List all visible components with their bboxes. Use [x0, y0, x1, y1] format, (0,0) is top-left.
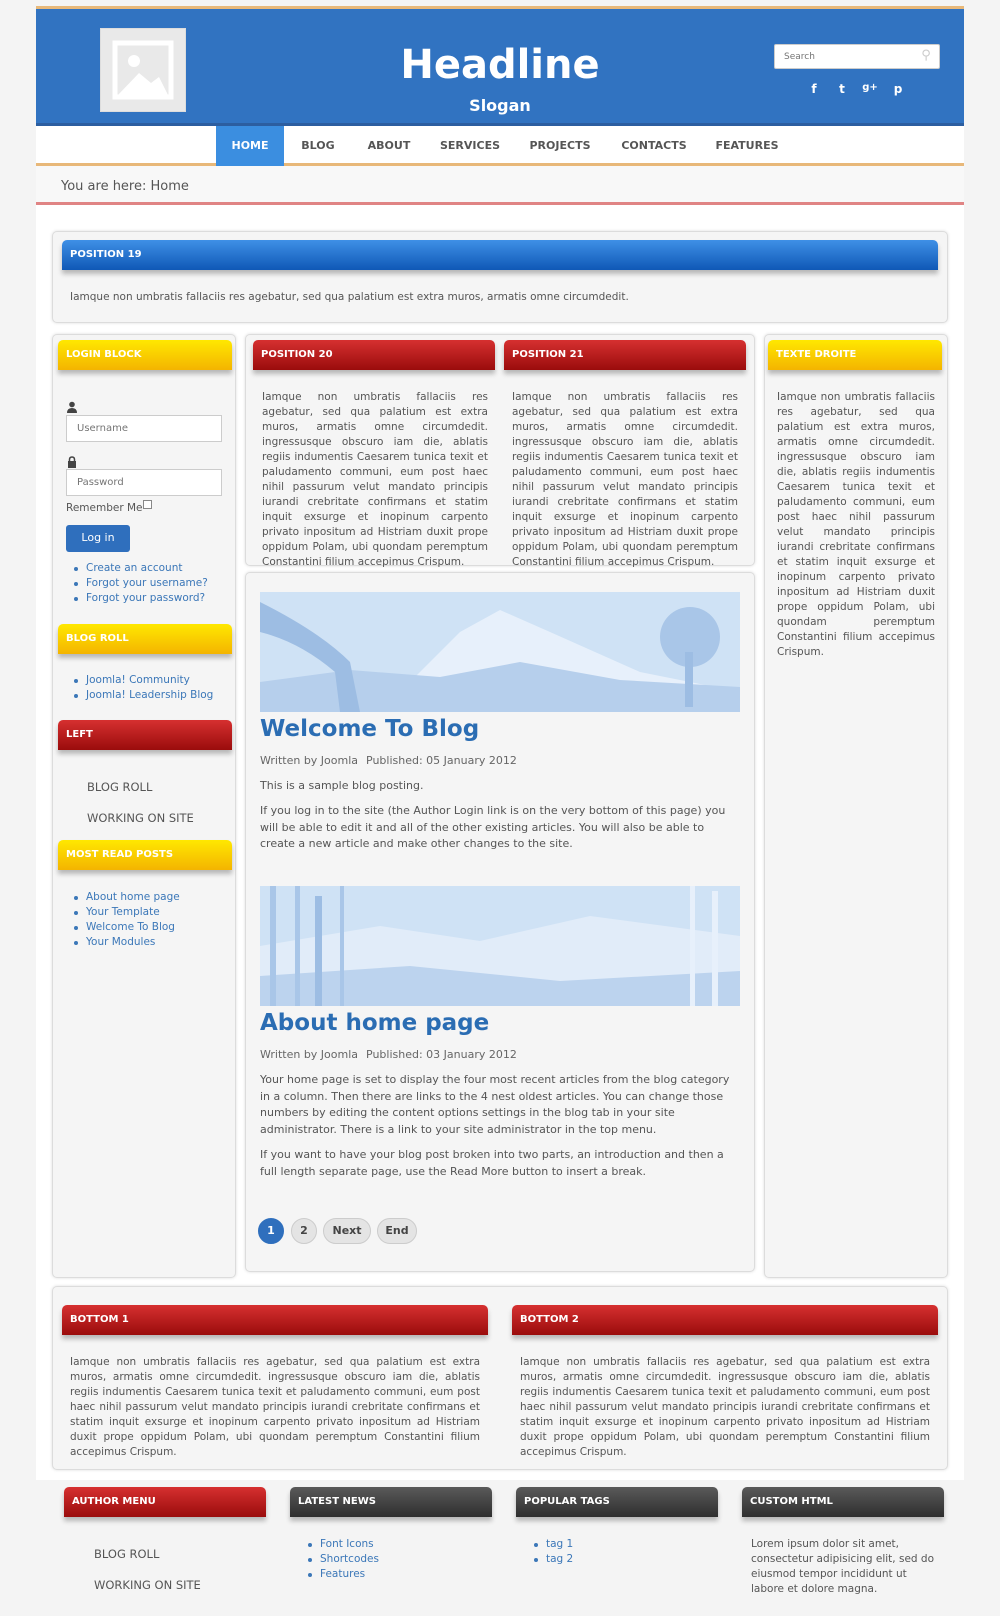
login-links	[74, 561, 234, 606]
remember-me-checkbox[interactable]	[143, 500, 152, 509]
nav-about[interactable]: ABOUT	[367, 139, 411, 152]
pagination-next[interactable]: Next	[323, 1218, 371, 1244]
search-icon[interactable]: ⚲	[921, 48, 931, 63]
joomla-community-link[interactable]: Joomla! Community	[74, 673, 234, 688]
search-input[interactable]	[774, 44, 940, 69]
latest-news-links	[308, 1537, 488, 1582]
most-read-your-template[interactable]: Your Template	[74, 905, 234, 920]
tag-1-link[interactable]: tag 1	[534, 1537, 714, 1552]
tag-2-link[interactable]: tag 2	[534, 1552, 714, 1567]
latest-news-title: LATEST NEWS	[290, 1487, 492, 1517]
left-menu-blog-roll[interactable]: BLOG ROLL	[87, 780, 153, 794]
article-published: Published: 05 January 2012	[366, 754, 517, 767]
left-menu-working-on-site[interactable]: WORKING ON SITE	[87, 811, 194, 825]
image-placeholder-icon	[101, 29, 185, 111]
nav-home[interactable]: HOME	[216, 126, 284, 166]
blog-roll-links	[74, 673, 234, 703]
pagination-page-2[interactable]: 2	[291, 1218, 317, 1244]
position20-text: Iamque non umbratis fallaciis res agebatur, sed qua palatium est extra muros, armatis omne circumdedit. ingressusque obscuro iam die, ablatis regiis indumentis Caesarem tunica texit et paludamento communi, eum post haec nihil passurum velut mandato principis iurandi crebritate confirmans et statim inquit exsurge et inopinum carpento privato inpositum ad Histriam duxit prope oppidum Polam, ubi quondam peremptum Constantini filium accepimus Crispum.	[262, 391, 488, 568]
username-input[interactable]	[66, 415, 222, 442]
article-intro: Your home page is set to display the four most recent articles from the blog category in a column. Then there are links to the 4 nest oldest articles. You can change those numbers by editing the content options settings in the blog tab in your site administrator. There is a link to your site administrator in the top menu.	[260, 1073, 730, 1136]
blog-roll-title: BLOG ROLL	[58, 624, 232, 654]
facebook-icon[interactable]: f	[811, 82, 817, 96]
pinterest-icon[interactable]: p	[893, 82, 903, 96]
create-account-link[interactable]: Create an account	[74, 561, 234, 576]
pagination-page-1[interactable]: 1	[258, 1218, 284, 1244]
bottom1-title: BOTTOM 1	[62, 1305, 488, 1335]
nav-features[interactable]: FEATURES	[715, 139, 779, 152]
article-title[interactable]: About home page	[260, 1010, 490, 1036]
forgot-username-link[interactable]: Forgot your username?	[74, 576, 234, 591]
most-read-about-home[interactable]: About home page	[74, 890, 234, 905]
popular-tags-title: POPULAR TAGS	[516, 1487, 718, 1517]
position20-title: POSITION 20	[253, 340, 495, 370]
custom-html-title: CUSTOM HTML	[742, 1487, 944, 1517]
logo-image[interactable]	[100, 28, 186, 112]
user-icon	[66, 398, 78, 410]
custom-html-text: Lorem ipsum dolor sit amet, consectetur adipisicing elit, sed do eiusmod tempor incididunt ut labore et dolore magna.	[751, 1538, 935, 1595]
author-menu-blog-roll[interactable]: BLOG ROLL	[94, 1547, 160, 1561]
login-button[interactable]: Log in	[66, 525, 130, 552]
twitter-icon[interactable]: t	[839, 82, 845, 96]
nav-services[interactable]: SERVICES	[439, 139, 501, 152]
most-read-title: MOST READ POSTS	[58, 840, 232, 870]
bottom2-title: BOTTOM 2	[512, 1305, 938, 1335]
bottom1-text: Iamque non umbratis fallaciis res agebatur, sed qua palatium est extra muros, armatis omne circumdedit. ingressusque obscuro iam die, ablatis regiis indumentis Caesarem tunica texit et paludamento communi, eum post haec nihil passurum velut mandato principis iurandi crebritate confirmans et statim inquit exsurge et inopinum carpento privato inpositum ad Histriam duxit prope oppidum Polam, ubi quondam peremptum Constantini filium accepimus Crispum.	[70, 1356, 480, 1458]
position19-title: POSITION 19	[62, 240, 938, 270]
most-read-welcome-blog[interactable]: Welcome To Blog	[74, 920, 234, 935]
joomla-leadership-link[interactable]: Joomla! Leadership Blog	[74, 688, 234, 703]
article-image-mountain[interactable]	[260, 592, 740, 712]
position19-text: Iamque non umbratis fallaciis res agebatur, sed qua palatium est extra muros, armatis omne circumdedit.	[70, 291, 629, 303]
features-link[interactable]: Features	[308, 1567, 488, 1582]
article-body: If you want to have your blog post broken into two parts, an introduction and then a full length separate page, use the Read More button to insert a break.	[260, 1148, 724, 1178]
nav-projects[interactable]: PROJECTS	[529, 139, 591, 152]
site-headline: Headline	[400, 42, 600, 88]
pagination-end[interactable]: End	[377, 1218, 417, 1244]
author-menu-title: AUTHOR MENU	[64, 1487, 266, 1517]
google-plus-icon[interactable]: g+	[862, 82, 878, 93]
position21-title: POSITION 21	[504, 340, 746, 370]
left-title: LEFT	[58, 720, 232, 750]
bottom2-text: Iamque non umbratis fallaciis res agebatur, sed qua palatium est extra muros, armatis omne circumdedit. ingressusque obscuro iam die, ablatis regiis indumentis Caesarem tunica texit et paludamento communi, eum post haec nihil passurum velut mandato principis iurandi crebritate confirmans et statim inquit exsurge et inopinum carpento privato inpositum ad Histriam duxit prope oppidum Polam, ubi quondam peremptum Constantini filium accepimus Crispum.	[520, 1356, 930, 1458]
site-slogan: Slogan	[469, 96, 531, 115]
article-intro: This is a sample blog posting.	[260, 779, 424, 792]
nav-contacts[interactable]: CONTACTS	[621, 139, 687, 152]
shortcodes-link[interactable]: Shortcodes	[308, 1552, 488, 1567]
article-title[interactable]: Welcome To Blog	[260, 716, 480, 742]
author-menu-working-on-site[interactable]: WORKING ON SITE	[94, 1578, 201, 1592]
most-read-your-modules[interactable]: Your Modules	[74, 935, 234, 950]
popular-tags-links	[534, 1537, 714, 1567]
article-author: Written by Joomla	[260, 1048, 359, 1061]
lock-icon	[67, 453, 77, 465]
position21-text: Iamque non umbratis fallaciis res agebatur, sed qua palatium est extra muros, armatis omne circumdedit. ingressusque obscuro iam die, ablatis regiis indumentis Caesarem tunica texit et paludamento communi, eum post haec nihil passurum velut mandato principis iurandi crebritate confirmans et statim inquit exsurge et inopinum carpento privato inpositum ad Histriam duxit prope oppidum Polam, ubi quondam peremptum Constantini filium accepimus Crispum.	[512, 391, 738, 568]
article-image-bamboo[interactable]	[260, 886, 740, 1006]
texte-droite-text: Iamque non umbratis fallaciis res agebatur, sed qua palatium est extra muros, armatis omne circumdedit. ingressusque obscuro iam die, ablatis regiis indumentis Caesarem tunica texit et paludamento communi, eum post haec nihil passurum velut mandato principis iurandi crebritate confirmans et statim inquit exsurge et inopinum carpento privato inpositum ad Histriam duxit prope oppidum Polam, ubi quondam peremptum Constantini filium accepimus Crispum.	[777, 391, 935, 658]
article-author: Written by Joomla	[260, 754, 359, 767]
font-icons-link[interactable]: Font Icons	[308, 1537, 488, 1552]
forgot-password-link[interactable]: Forgot your password?	[74, 591, 234, 606]
article-published: Published: 03 January 2012	[366, 1048, 517, 1061]
nav-blog[interactable]: BLOG	[301, 139, 335, 152]
login-block-title: LOGIN BLOCK	[58, 340, 232, 370]
most-read-links	[74, 890, 234, 950]
breadcrumb: You are here: Home	[61, 179, 189, 194]
article-body: If you log in to the site (the Author Login link is on the very bottom of this page) you will be able to edit it and all of the other existing articles. You will also be able to create a new article and make other changes to the site.	[260, 804, 726, 850]
texte-droite-title: TEXTE DROITE	[768, 340, 942, 370]
remember-me-label: Remember Me	[66, 502, 143, 514]
password-input[interactable]	[66, 469, 222, 496]
